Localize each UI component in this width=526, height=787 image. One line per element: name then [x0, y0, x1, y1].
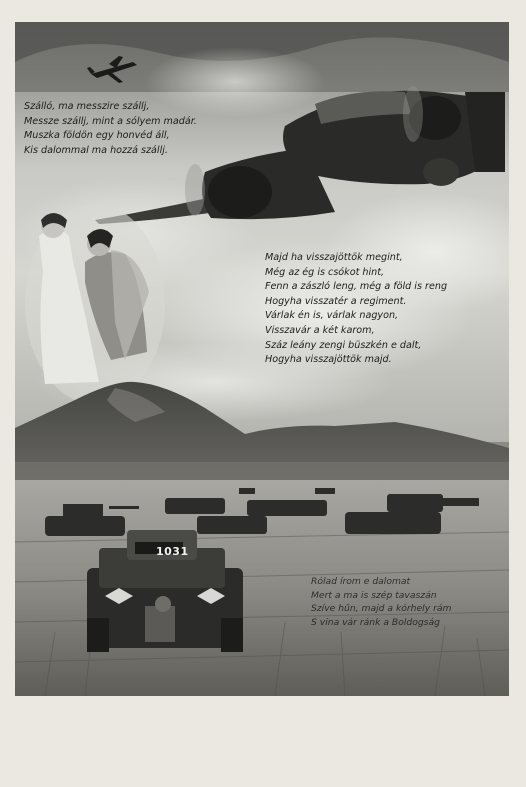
verse-line: Majd ha visszajöttök megint,	[265, 252, 403, 263]
photo-montage	[15, 22, 509, 696]
verse-line: Muszka földön egy honvéd áll,	[24, 130, 170, 142]
women-figures	[25, 204, 165, 404]
verse-line: Még az ég is csókot hint,	[265, 266, 385, 278]
verse-line: Szálló, ma messzire szállj,	[24, 101, 150, 112]
verse-line: Fenn a zászló leng, még a föld is reng	[265, 281, 448, 293]
verse-middle	[265, 251, 447, 368]
verse-line: Száz leány zengi büszkén e dalt,	[265, 339, 422, 351]
verse-line: Hogyha visszatér a regiment.	[265, 295, 407, 307]
verse-line: Hogyha visszajöttök majd.	[265, 354, 392, 366]
verse-line: Messze szállj, mint a sólyem madár.	[24, 115, 197, 127]
verse-line: Szíve hűn, majd a kórhely rám	[311, 603, 452, 614]
verse-line: Kis dalommal ma hozzá szállj.	[24, 144, 168, 156]
verse-line: Rólad írom e dalomat	[311, 576, 411, 587]
verse-line: S vina vár ránk a Boldogság	[311, 616, 440, 628]
verse-bottom	[311, 575, 451, 629]
verse-line: Mert a ma is szép tavaszán	[311, 589, 437, 601]
verse-line: Várlak én is, várlak nagyon,	[265, 310, 399, 322]
verse-line: Visszavár a két karom,	[265, 324, 375, 336]
verse-top	[24, 100, 197, 158]
tank-number: 1031	[156, 545, 189, 558]
